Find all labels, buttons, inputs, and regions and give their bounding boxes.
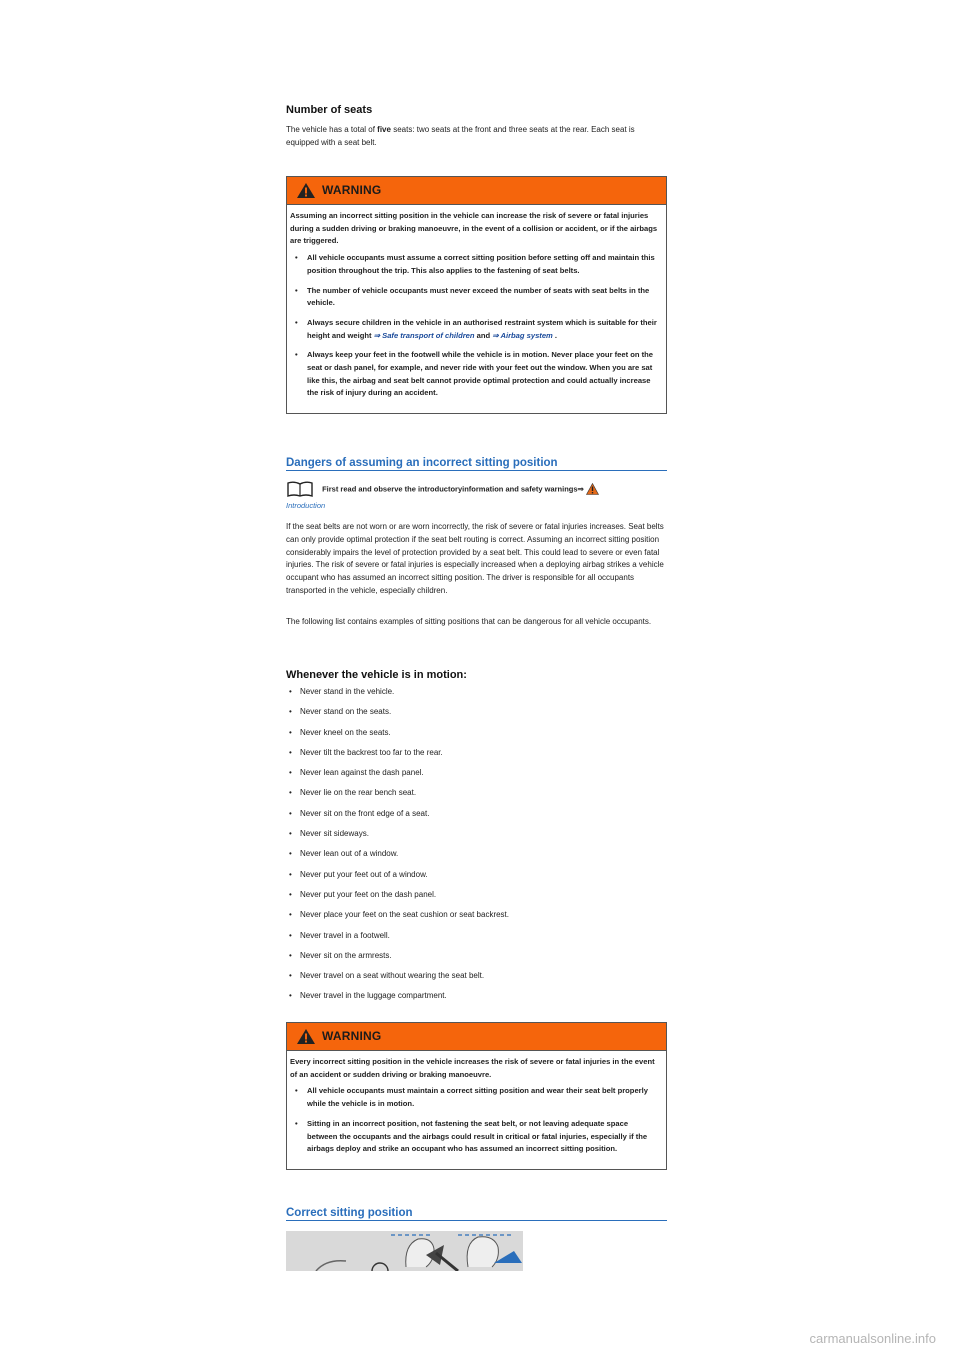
warning-title: WARNING <box>322 1029 382 1043</box>
list-item: • Never lean against the dash panel. <box>286 767 509 787</box>
warning-list <box>290 252 658 400</box>
list-item: • Never travel in the luggage compartment. <box>286 990 509 1010</box>
list-item: • Never sit on the armrests. <box>286 950 509 970</box>
list-item: • Never kneel on the seats. <box>286 727 509 747</box>
dangers-list-intro: The following list contains examples of sitting positions that can be dangerous for all vehicle occupants. <box>286 617 652 626</box>
list-item: • Never stand in the vehicle. <box>286 686 509 706</box>
list-item: • Never put your feet on the dash panel. <box>286 889 509 909</box>
warning-body <box>287 205 666 413</box>
seat-illustration <box>286 1231 523 1271</box>
list-item: • Never tilt the backrest too far to the rear. <box>286 747 509 767</box>
warning-body <box>287 1051 666 1169</box>
correct-section-heading: Correct sitting position <box>286 1207 667 1221</box>
number-of-seats-text: The vehicle has a total of five seats: two seats at the front and three seats at the rear. Each seat is equipped with a seat belt. <box>286 125 635 147</box>
warning-triangle-icon <box>296 182 316 199</box>
warning-header <box>287 177 666 205</box>
motion-heading: Whenever the vehicle is in motion: <box>286 669 467 681</box>
list-item: • Never stand on the seats. <box>286 706 509 726</box>
list-item: • Never place your feet on the seat cushion or seat backrest. <box>286 909 509 929</box>
warning-triangle-icon <box>296 1028 316 1045</box>
warning-intro: Every incorrect sitting position in the vehicle increases the risk of severe or fatal injuries in the event of an accident or sudden driving or braking manoeuvre. <box>290 1057 655 1079</box>
number-of-seats-heading: Number of seats <box>286 104 373 116</box>
link-airbag-system[interactable]: ⇒ Airbag system <box>492 330 553 340</box>
watermark: carmanualsonline.info <box>809 1331 936 1346</box>
warning-item: • The number of vehicle occupants must never exceed the number of seats with seat belts in the vehicle. <box>290 285 658 310</box>
warning-title: WARNING <box>322 183 382 197</box>
warning-box-incorrect-position <box>286 1022 667 1170</box>
warning-item: • All vehicle occupants must assume a correct sitting position before setting off and maintain this position throughout the trip. This also applies to the fastening of seat belts. <box>290 252 658 277</box>
warning-header <box>287 1023 666 1051</box>
warning-box-seating <box>286 176 667 414</box>
dangers-section-heading: Dangers of assuming an incorrect sitting position <box>286 457 667 471</box>
warning-triangle-icon <box>586 483 599 495</box>
motion-list <box>286 686 509 1011</box>
list-item: • Never sit sideways. <box>286 828 509 848</box>
list-item: • Never lean out of a window. <box>286 848 509 868</box>
list-item: • Never lie on the rear bench seat. <box>286 787 509 807</box>
warning-intro: Assuming an incorrect sitting position in the vehicle can increase the risk of severe or fatal injuries during a sudden driving or braking manoeuvre, in the event of a collision or accident, or if the airbags are triggered. <box>290 211 658 246</box>
list-item: • Never put your feet out of a window. <box>286 869 509 889</box>
warning-item: • Always secure children in the vehicle in an authorised restraint system which is suitable for their height and weight ⇒ Safe transport of children and ⇒ Airbag system . <box>290 317 658 342</box>
warning-list <box>290 1085 658 1156</box>
first-read-note: First read and observe the introductoryinformation and safety warnings⇒ Introduction <box>286 481 667 512</box>
list-item: • Never travel in a footwell. <box>286 930 509 950</box>
link-safe-transport-children[interactable]: ⇒ Safe transport of children <box>373 330 475 340</box>
list-item: • Never sit on the front edge of a seat. <box>286 808 509 828</box>
book-icon <box>286 481 314 497</box>
seat-occupant-illustration <box>286 1231 523 1271</box>
warning-item: • Always keep your feet in the footwell while the vehicle is in motion. Never place your feet on the seat or dash panel, for example, and never ride with your feet out the window. When you are sat like this, the airbag and seat belt cannot provide optimal protection and could actually increase the risk of injury during an accident. <box>290 349 658 400</box>
list-item: • Never travel on a seat without wearing the seat belt. <box>286 970 509 990</box>
warning-item: • Sitting in an incorrect position, not fastening the seat belt, or not leaving adequate space between the occupants and the airbags could result in critical or fatal injuries, especially if the airbags deploy and strike an occupant who has assumed an incorrect sitting position. <box>290 1118 658 1156</box>
warning-item: • All vehicle occupants must maintain a correct sitting position and wear their seat belt properly while the vehicle is in motion. <box>290 1085 658 1110</box>
introduction-link[interactable]: Introduction <box>286 501 326 510</box>
dangers-paragraph: If the seat belts are not worn or are worn incorrectly, the risk of severe or fatal injuries increases. Seat belts can only provide optimal protection if the seat belt routing is correct. Assuming an incorrect sitting position considerably impairs the level of protection provided by a seat belt. This could lead to severe or even fatal injuries. The risk of severe or fatal injuries is especially increased when a deploying airbag strikes a vehicle occupant who has assumed an incorrect sitting position. The driver is responsible for all occupants transported in the vehicle, especially children. <box>286 522 664 595</box>
